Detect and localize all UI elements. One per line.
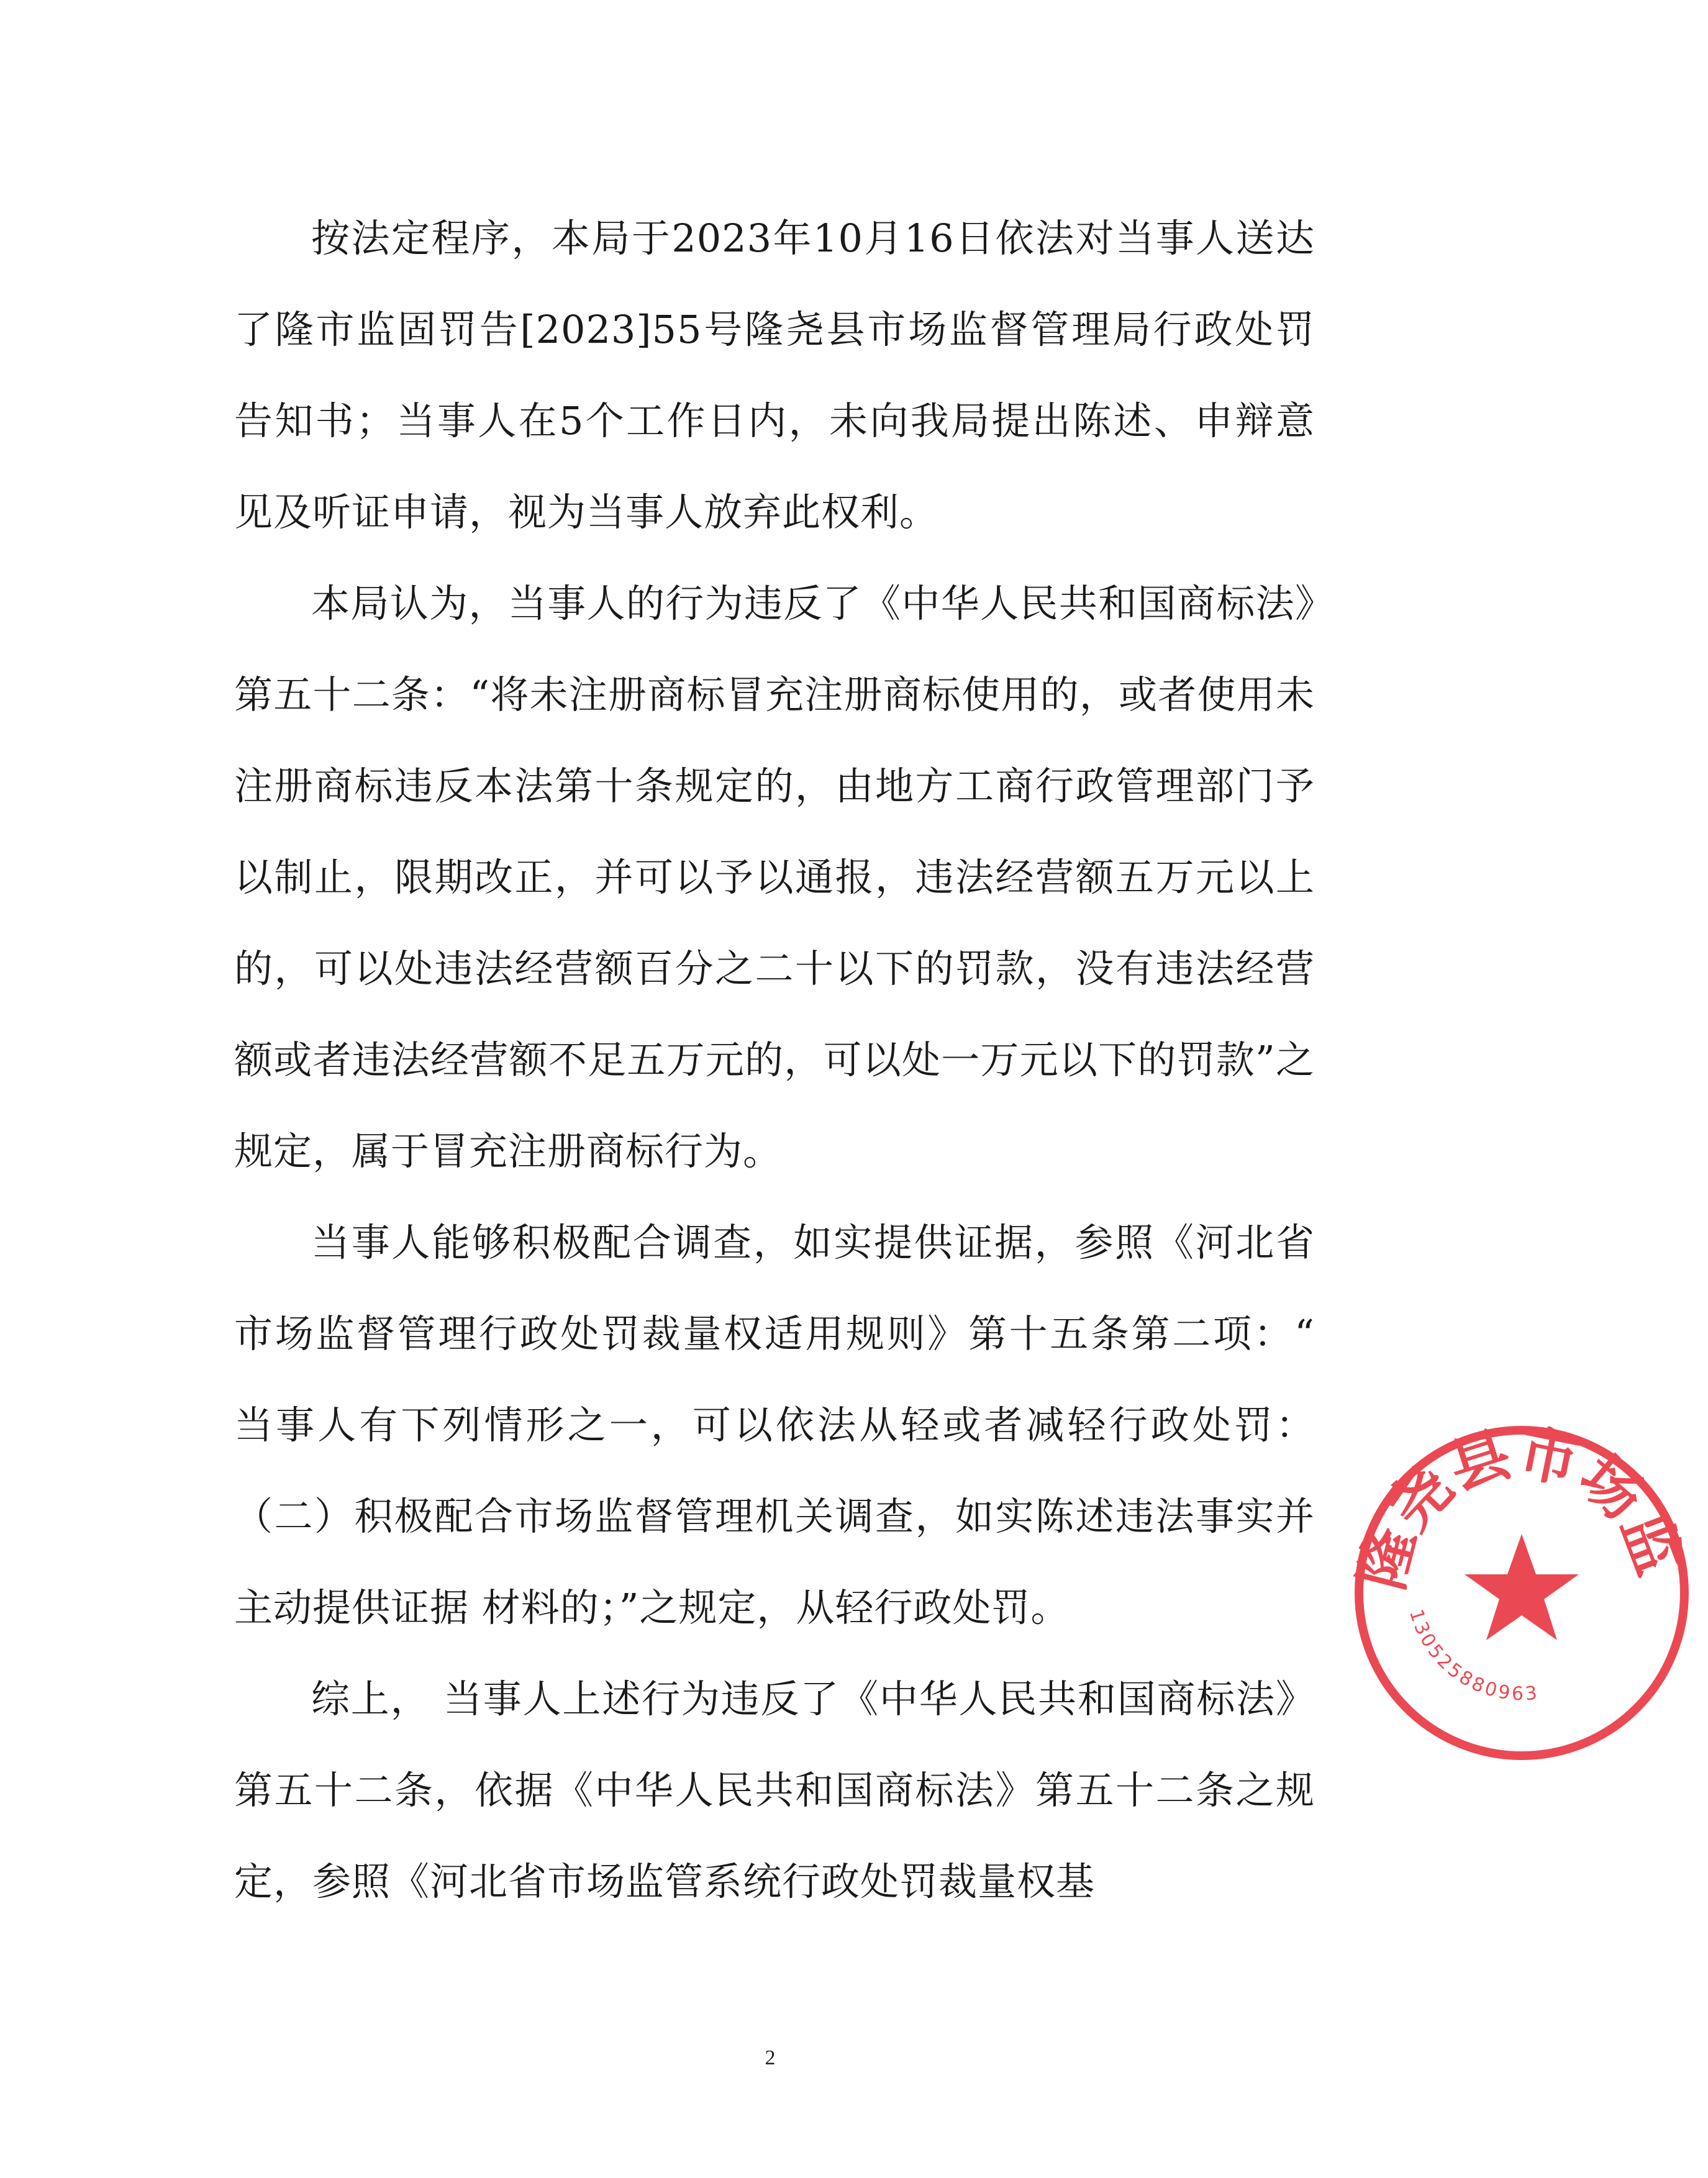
- paragraph-notice: 按法定程序，本局于2023年10月16日依法对当事人送达了隆市监固罚告[2023]55号隆尧县市场监督管理局行政处罚告知书；当事人在5个工作日内，未向我局提出陈述、申辩意见及听证申请，视为当事人放弃此权利。: [234, 216, 1315, 535]
- official-seal-stamp-icon: [1335, 1407, 1708, 1779]
- paragraph-legal-basis: 本局认为，当事人的行为违反了《中华人民共和国商标法》第五十二条：“将未注册商标冒充注册商标使用的，或者使用未注册商标违反本法第十条规定的，由地方工商行政管理部门予以制止，限期改正，并可以予以通报，违法经营额五万元以上的，可以处违法经营额百分之二十以下的罚款，没有违法经营额或者违法经营额不足五万元的，可以处一万元以下的罚款”之规定，属于冒充注册商标行为。: [234, 581, 1315, 1174]
- page-number: 2: [765, 2046, 776, 2069]
- seal-title-text: 隆尧县市场监: [1346, 1417, 1694, 1596]
- document-body: [234, 193, 1315, 1927]
- seal-star-icon: [1465, 1534, 1579, 1640]
- seal-code-text: 130525880963: [1404, 1607, 1541, 1705]
- paragraph-mitigation: 当事人能够积极配合调查，如实提供证据，参照《河北省市场监督管理行政处罚裁量权适用规则》第十五条第二项：“ 当事人有下列情形之一，可以依法从轻或者减轻行政处罚：（二）积极配合市场监督管理机关调查，如实陈述违法事实并主动提供证据 材料的；”之规定，从轻行政处罚。: [234, 1220, 1315, 1630]
- paragraph-conclusion: 综上， 当事人上述行为违反了《中华人民共和国商标法》第五十二条，依据《中华人民共和国商标法》第五十二条之规定，参照《河北省市场监管系统行政处罚裁量权基: [234, 1676, 1315, 1904]
